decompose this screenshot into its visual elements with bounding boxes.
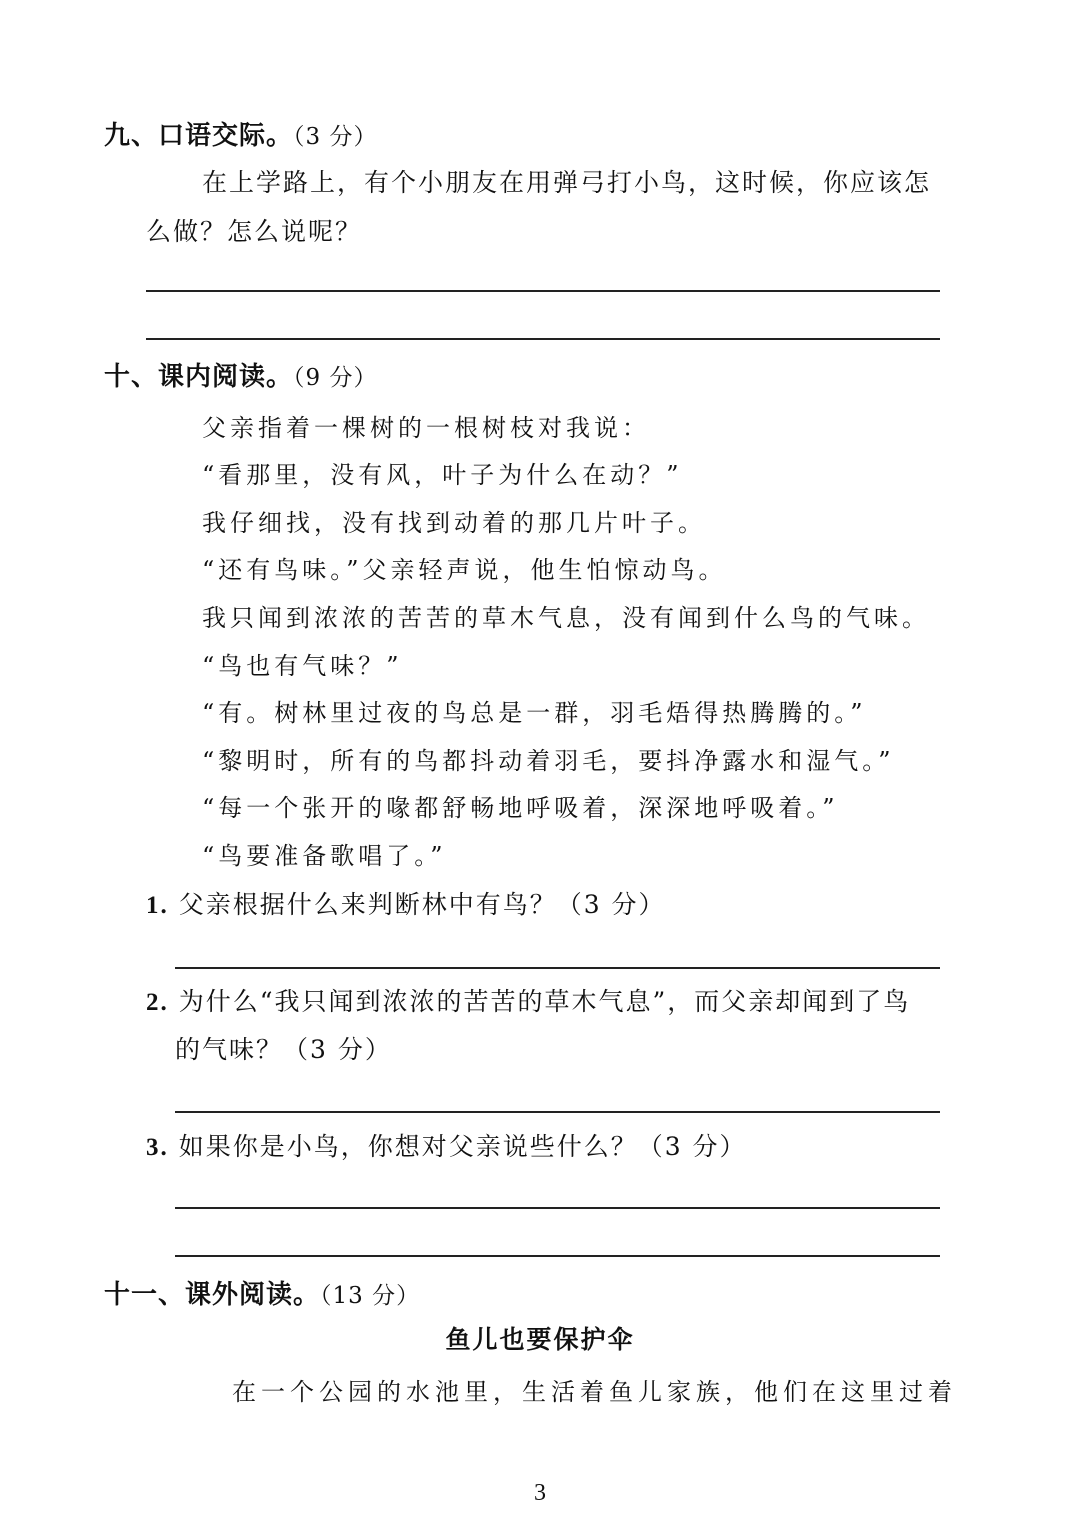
story-title: 鱼儿也要保护伞 — [445, 1325, 635, 1354]
section9-heading — [104, 115, 377, 152]
passage-line: “有。树林里过夜的鸟总是一群，羽毛焐得热腾腾的。” — [202, 699, 867, 727]
section9-title: 九、口语交际。 — [104, 121, 294, 151]
passage-line: “每一个张开的喙都舒畅地呼吸着，深深地呼吸着。” — [202, 794, 839, 822]
passage-line: 父亲指着一棵树的一根树枝对我说： — [202, 414, 650, 442]
question-2-text-line2: 的气味？（3 分） — [175, 1035, 392, 1064]
answer-line[interactable] — [146, 338, 940, 340]
passage-line: “黎明时，所有的鸟都抖动着羽毛，要抖净露水和湿气。” — [202, 747, 895, 775]
passage-line: “鸟要准备歌唱了。” — [202, 842, 447, 870]
section10-heading — [104, 356, 377, 393]
question-2 — [146, 982, 910, 1018]
section10-score: （9 分） — [293, 365, 378, 391]
question-1-text: 父亲根据什么来判断林中有鸟？（3 分） — [178, 890, 666, 919]
section11-heading — [104, 1274, 420, 1311]
passage-line: “还有鸟味。”父亲轻声说，他生怕惊动鸟。 — [202, 556, 727, 584]
section11-score: （13 分） — [320, 1283, 421, 1309]
question-3 — [146, 1127, 747, 1163]
answer-line[interactable] — [146, 290, 940, 292]
question-1 — [146, 885, 666, 921]
section10-title: 十、课内阅读。 — [104, 362, 294, 392]
answer-line[interactable] — [175, 1255, 940, 1257]
question-1-number: 1. — [146, 892, 169, 919]
question-2-text-line1: 为什么“我只闻到浓浓的苦苦的草木气息”，而父亲却闻到了鸟 — [178, 987, 911, 1016]
story-line: 在一个公园的水池里，生活着鱼儿家族，他们在这里过着 — [232, 1378, 957, 1406]
question-2-number: 2. — [146, 989, 169, 1016]
passage-line: 我只闻到浓浓的苦苦的草木气息，没有闻到什么鸟的气味。 — [202, 604, 930, 632]
passage-line: “看那里，没有风，叶子为什么在动？” — [202, 461, 683, 489]
passage-line: “鸟也有气味？” — [202, 652, 403, 680]
answer-line[interactable] — [175, 1111, 940, 1113]
answer-line[interactable] — [175, 1207, 940, 1209]
section11-title: 十一、课外阅读。 — [104, 1280, 321, 1310]
section9-prompt-line1: 在上学路上，有个小朋友在用弹弓打小鸟，这时候，你应该怎 — [202, 168, 932, 197]
passage-line: 我仔细找，没有找到动着的那几片叶子。 — [202, 509, 706, 537]
question-3-text: 如果你是小鸟，你想对父亲说些什么？（3 分） — [178, 1132, 747, 1161]
question-3-number: 3. — [146, 1134, 169, 1161]
answer-line[interactable] — [175, 967, 940, 969]
page-number: 3 — [534, 1480, 546, 1506]
section9-score: （3 分） — [293, 124, 378, 150]
section9-prompt-line2: 么做？怎么说呢？ — [146, 217, 363, 246]
